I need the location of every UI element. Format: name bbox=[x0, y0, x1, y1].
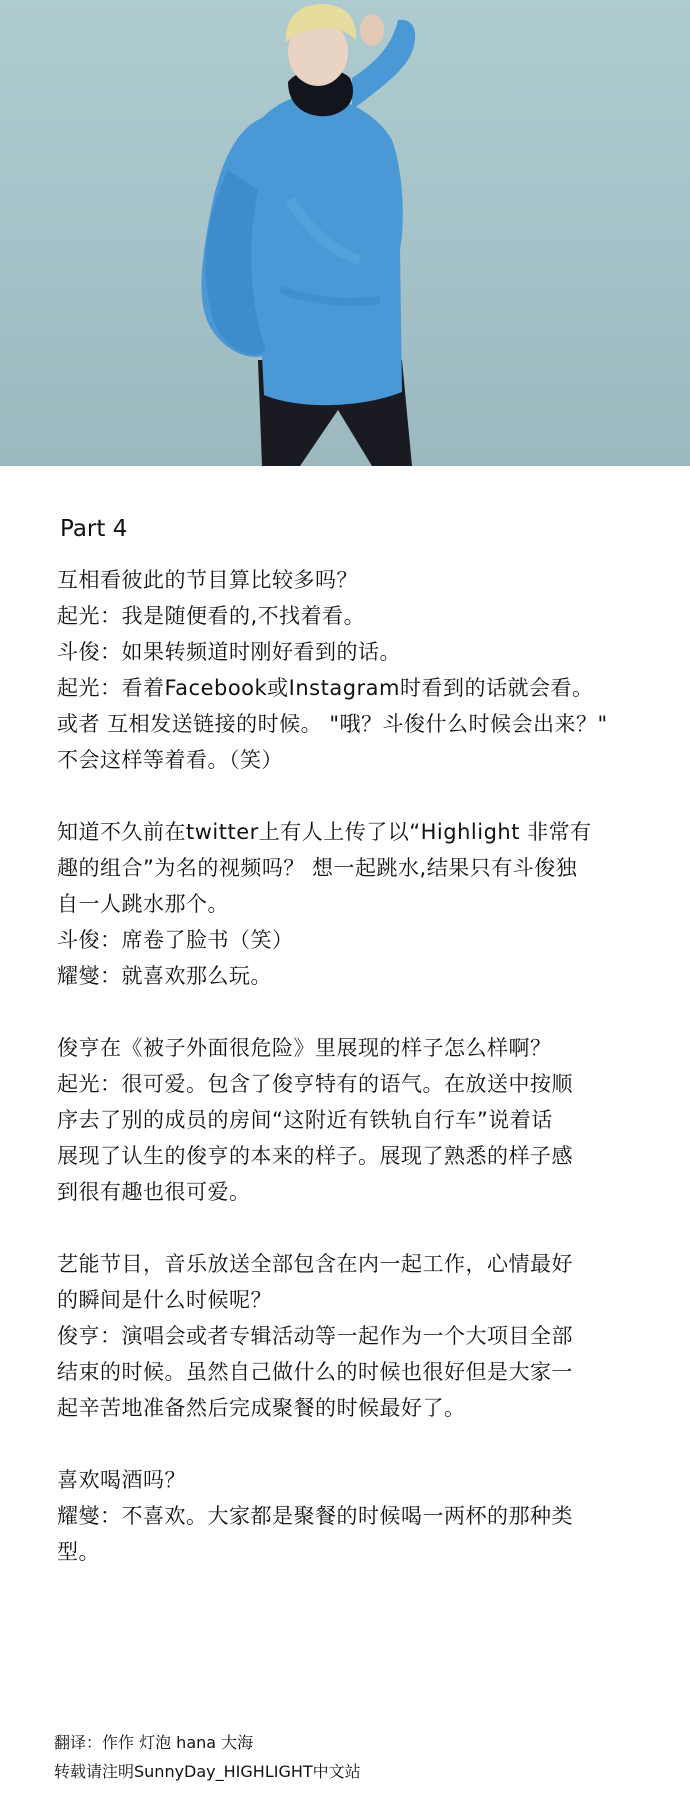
credits bbox=[54, 1728, 361, 1786]
paragraph-gap bbox=[57, 994, 647, 1030]
paragraph-2 bbox=[57, 814, 647, 994]
text-line: 或者 互相发送链接的时候。 "哦？斗俊什么时候会出来？" bbox=[57, 712, 608, 736]
text-line: 喜欢喝酒吗？ bbox=[57, 1468, 186, 1492]
interview-text bbox=[57, 562, 647, 1570]
text-line: 俊亨在《被子外面很危险》里展现的样子怎么样啊？ bbox=[57, 1036, 552, 1060]
text-line: 耀燮：就喜欢那么玩。 bbox=[57, 964, 272, 988]
text-line: 知道不久前在twitter上有人上传了以“Highlight 非常有 bbox=[57, 820, 592, 844]
text-line: 趣的组合”为名的视频吗？ 想一起跳水,结果只有斗俊独 bbox=[57, 856, 578, 880]
text-line: 起光：很可爱。包含了俊亨特有的语气。在放送中按顺 bbox=[57, 1072, 573, 1096]
paragraph-gap bbox=[57, 1426, 647, 1462]
header-photo bbox=[0, 0, 690, 466]
text-line: 艺能节目，音乐放送全部包含在内一起工作，心情最好 bbox=[57, 1252, 573, 1276]
text-line: 斗俊：席卷了脸书（笑） bbox=[57, 928, 294, 952]
text-line: 耀燮：不喜欢。大家都是聚餐的时候喝一两杯的那种类 bbox=[57, 1504, 573, 1528]
text-line: 起光：看着Facebook或Instagram时看到的话就会看。 bbox=[57, 676, 594, 700]
text-line: 到很有趣也很可爱。 bbox=[57, 1180, 251, 1204]
paragraph-gap bbox=[57, 1210, 647, 1246]
paragraph-3 bbox=[57, 1030, 647, 1210]
person-in-blue-sweater-illustration bbox=[0, 0, 690, 466]
text-line: 展现了认生的俊亨的本来的样子。展现了熟悉的样子感 bbox=[57, 1144, 573, 1168]
text-line: 自一人跳水那个。 bbox=[57, 892, 229, 916]
text-line: 结束的时候。虽然自己做什么的时候也很好但是大家一 bbox=[57, 1360, 573, 1384]
translator-credit: 翻译：作作 灯泡 hana 大海 bbox=[54, 1733, 254, 1752]
text-line: 序去了别的成员的房间“这附近有铁轨自行车”说着话 bbox=[57, 1108, 553, 1132]
paragraph-gap bbox=[57, 778, 647, 814]
text-line: 互相看彼此的节目算比较多吗？ bbox=[57, 568, 358, 592]
text-line: 起光：我是随便看的,不找着看。 bbox=[57, 604, 366, 628]
text-line: 不会这样等着看。（笑） bbox=[57, 748, 283, 772]
text-line: 型。 bbox=[57, 1540, 100, 1564]
paragraph-4 bbox=[57, 1246, 647, 1426]
text-line: 俊亨：演唱会或者专辑活动等一起作为一个大项目全部 bbox=[57, 1324, 573, 1348]
text-line: 起辛苦地准备然后完成聚餐的时候最好了。 bbox=[57, 1396, 466, 1420]
repost-notice: 转载请注明SunnyDay_HIGHLIGHT中文站 bbox=[54, 1762, 361, 1781]
text-line: 的瞬间是什么时候呢？ bbox=[57, 1288, 272, 1312]
paragraph-5 bbox=[57, 1462, 647, 1570]
text-line: 斗俊：如果转频道时刚好看到的话。 bbox=[57, 640, 401, 664]
part-label: Part 4 bbox=[60, 516, 128, 542]
paragraph-1 bbox=[57, 562, 647, 778]
